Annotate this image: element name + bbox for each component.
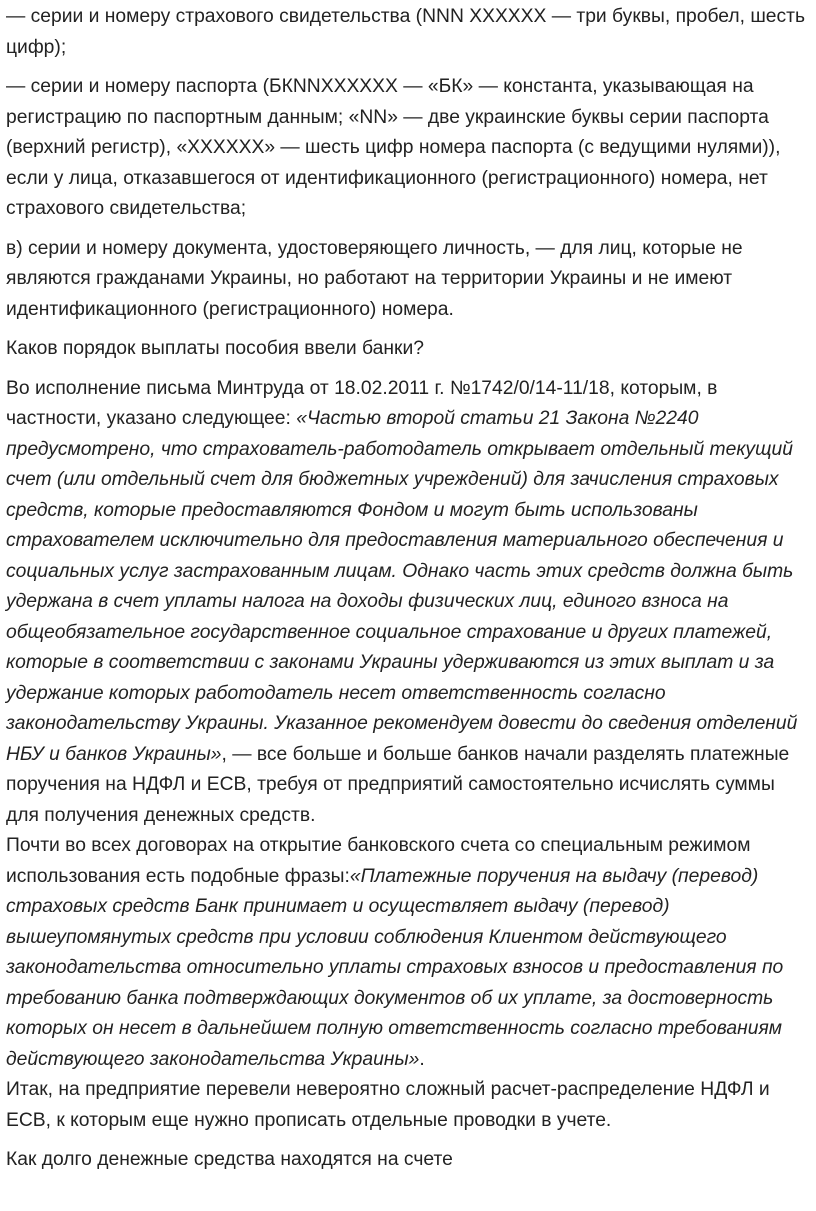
paragraph-passport: — серии и номеру паспорта (БКNNXXXXXX — «БК» — константа, указывающая на регистрацию по паспортным данным; «NN» — две украинские буквы серии паспорта (верхний регистр), «XXXXXX» — шесть цифр номера паспорта (с ведущими нулями)), если у лица, отказавшегося от идентификационного (регистрационного) номера, нет страхового свидетельства; [6, 76, 781, 219]
bank-agreements-quote: «Платежные поручения на выдачу (перевод) страховых средств Банк принимает и осуществляет выдачу (перевод) вышеупомянутых средств при условии соблюдения Клиентом действующего законодательства относительно уплаты страховых взносов и предоставления по требованию банка подтверждающих документов об их уплате, за достоверность которых он несет в дальнейшем полную ответственность согласно требованиям действующего законодательства Украины» [6, 865, 784, 1070]
ministry-letter-quote: «Частью второй статьи 21 Закона №2240 предусмотрено, что страхователь-работодатель открывает отдельный текущий счет (или отдельный счет для бюджетных учреждений) для зачисления страховых средств, которые предоставляются Фондом и могут быть использованы страхователем исключительно для предоставления материального обеспечения и социальных услуг застрахованным лицам. Однако часть этих средств должна быть удержана в счет уплаты налога на доходы физических лиц, единого взноса на общеобязательное государственное социальное страхование и других платежей, которые в соответствии с законами Украины удерживаются из этих выплат и за удержание которых работодатель несет ответственность согласно законодательству Украины. Указанное рекомендуем довести до сведения отделений НБУ и банков Украины» [6, 408, 798, 765]
document-page [0, 2, 816, 1176]
bank-agreements-intro: Почти во всех договорах на открытие банковского счета со специальным режимом использования есть подобные фразы: [6, 835, 751, 887]
paragraph-conclusion: Итак, на предприятие перевели невероятно сложный расчет-распределение НДФЛ и ЕСВ, к которым еще нужно прописать отдельные проводки в учете. [6, 1079, 770, 1131]
paragraph-bank-agreements [6, 831, 810, 1075]
bank-agreements-end: . [419, 1048, 425, 1070]
paragraph-identity-document: в) серии и номеру документа, удостоверяющего личность, — для лиц, которые не являются гражданами Украины, но работают на территории Украины и не имеют идентификационного (регистрационного) номера. [6, 237, 743, 320]
paragraph-insurance-certificate: — серии и номеру страхового свидетельства (NNN XXXXXX — три буквы, пробел, шесть цифр); [6, 6, 806, 58]
ministry-letter-intro: Во исполнение письма Минтруда от 18.02.2011 г. №1742/0/14-11/18, которым, в частности, указано следующее: [6, 377, 718, 429]
paragraph-ministry-letter [6, 374, 810, 832]
ministry-letter-rest: , — все больше и больше банков начали разделять платежные поручения на НДФЛ и ЕСВ, требуя от предприятий самостоятельно исчислять суммы для получения денежных средств. [6, 743, 790, 826]
question-heading-funds-duration: Как долго денежные средства находятся на счете [6, 1149, 453, 1170]
question-heading-benefit-payment: Каков порядок выплаты пособия ввели банки? [6, 338, 424, 359]
